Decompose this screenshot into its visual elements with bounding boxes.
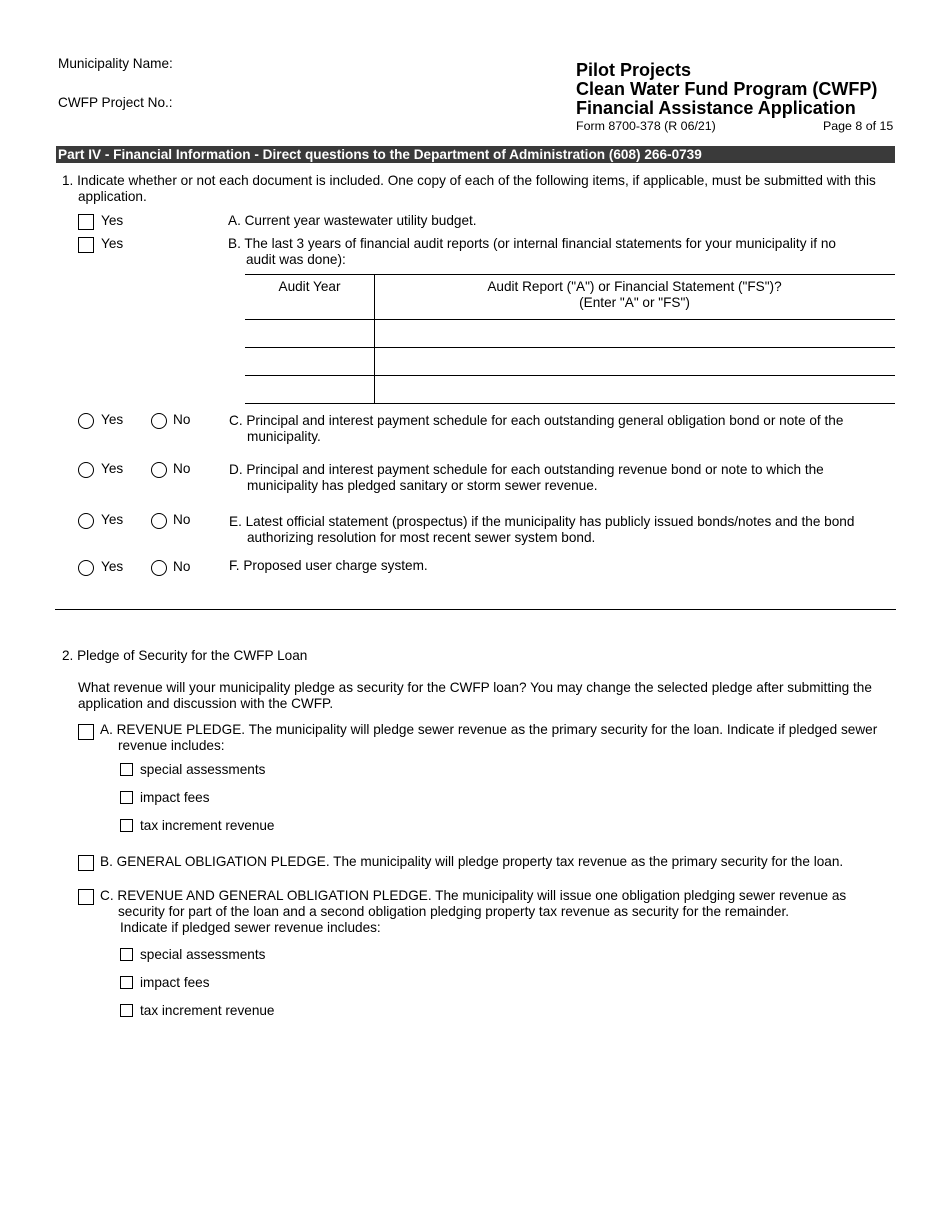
- item-e-yes-radio[interactable]: [78, 513, 94, 529]
- item-b-yes-label: Yes: [101, 236, 124, 251]
- item-f-yes-label: Yes: [101, 559, 124, 574]
- page-number: Page 8 of 15: [823, 119, 894, 133]
- pledge-a-checkbox[interactable]: [78, 724, 94, 740]
- pledge-c-special-checkbox[interactable]: [120, 948, 133, 961]
- title-line-1: Pilot Projects: [576, 60, 692, 80]
- pledge-a-impact-checkbox[interactable]: [120, 791, 133, 804]
- pledge-a-impact-label: impact fees: [140, 790, 210, 805]
- item-c-text: C. Principal and interest payment schedule for each outstanding general obligation bond or note of the municipality.: [229, 413, 844, 444]
- item-f-text: F. Proposed user charge system.: [229, 558, 428, 573]
- project-number-label: CWFP Project No.:: [58, 95, 173, 110]
- audit-year-header: Audit Year: [278, 279, 341, 294]
- pledge-c-impact-label: impact fees: [140, 975, 210, 990]
- pledge-a-tax-label: tax increment revenue: [140, 818, 275, 833]
- item-c-no-label: No: [173, 412, 191, 427]
- q2-question: What revenue will your municipality pledge as security for the CWFP loan? You may change the selected pledge after submitting the application and discussion with the CWFP.: [78, 680, 872, 711]
- item-e-text: E. Latest official statement (prospectus) if the municipality has publicly issued bonds/notes and the bond authorizing resolution for most recent sewer system bond.: [229, 514, 855, 545]
- audit-type-header-line1: Audit Report ("A") or Financial Statement ("FS")?: [487, 279, 782, 294]
- pledge-a-special-checkbox[interactable]: [120, 763, 133, 776]
- title-line-2: Clean Water Fund Program (CWFP): [576, 79, 878, 99]
- item-c-yes-radio[interactable]: [78, 413, 94, 429]
- q2-title: 2. Pledge of Security for the CWFP Loan: [62, 648, 308, 663]
- item-d-text: D. Principal and interest payment schedule for each outstanding revenue bond or note to which the municipality has pledged sanitary or storm sewer revenue.: [229, 462, 824, 493]
- item-e-no-label: No: [173, 512, 191, 527]
- item-a-text: A. Current year wastewater utility budget.: [228, 213, 477, 228]
- audit-type-header-line2: (Enter "A" or "FS"): [579, 295, 690, 310]
- item-e-yes-label: Yes: [101, 512, 124, 527]
- pledge-c-impact-checkbox[interactable]: [120, 976, 133, 989]
- title-line-3: Financial Assistance Application: [576, 98, 856, 118]
- item-b-yes-checkbox[interactable]: [78, 237, 94, 253]
- pledge-c-special-label: special assessments: [140, 947, 266, 962]
- pledge-c-checkbox[interactable]: [78, 889, 94, 905]
- item-c-no-radio[interactable]: [151, 413, 167, 429]
- item-f-no-radio[interactable]: [151, 560, 167, 576]
- pledge-b-text: B. GENERAL OBLIGATION PLEDGE. The municipality will pledge property tax revenue as the primary security for the loan.: [100, 854, 844, 869]
- item-f-no-label: No: [173, 559, 191, 574]
- q1-intro: 1. Indicate whether or not each document is included. One copy of each of the following items, if applicable, must be submitted with this application.: [62, 173, 876, 204]
- section-header: Part IV - Financial Information - Direct questions to the Department of Administration (608) 266-0739: [56, 146, 895, 163]
- item-d-yes-radio[interactable]: [78, 462, 94, 478]
- pledge-b-checkbox[interactable]: [78, 855, 94, 871]
- item-b-text: B. The last 3 years of financial audit reports (or internal financial statements for your municipality if no audit was done):: [228, 236, 836, 267]
- pledge-c-tax-label: tax increment revenue: [140, 1003, 275, 1018]
- item-d-no-radio[interactable]: [151, 462, 167, 478]
- pledge-c-tax-checkbox[interactable]: [120, 1004, 133, 1017]
- form-number: Form 8700-378 (R 06/21): [576, 119, 716, 133]
- pledge-a-special-label: special assessments: [140, 762, 266, 777]
- item-f-yes-radio[interactable]: [78, 560, 94, 576]
- item-a-yes-checkbox[interactable]: [78, 214, 94, 230]
- pledge-a-text: A. REVENUE PLEDGE. The municipality will pledge sewer revenue as the primary security for the loan. Indicate if pledged sewer revenue includes:: [100, 722, 878, 753]
- pledge-a-tax-checkbox[interactable]: [120, 819, 133, 832]
- item-d-no-label: No: [173, 461, 191, 476]
- item-d-yes-label: Yes: [101, 461, 124, 476]
- item-c-yes-label: Yes: [101, 412, 124, 427]
- item-e-no-radio[interactable]: [151, 513, 167, 529]
- item-a-yes-label: Yes: [101, 213, 124, 228]
- municipality-name-label: Municipality Name:: [58, 56, 173, 71]
- section-divider: [55, 609, 896, 610]
- pledge-c-indicate: Indicate if pledged sewer revenue includes:: [120, 920, 381, 935]
- pledge-c-text: C. REVENUE AND GENERAL OBLIGATION PLEDGE. The municipality will issue one obligation pledging sewer revenue as security for part of the loan and a second obligation pledging property tax revenue as security for the remainder.: [100, 888, 847, 919]
